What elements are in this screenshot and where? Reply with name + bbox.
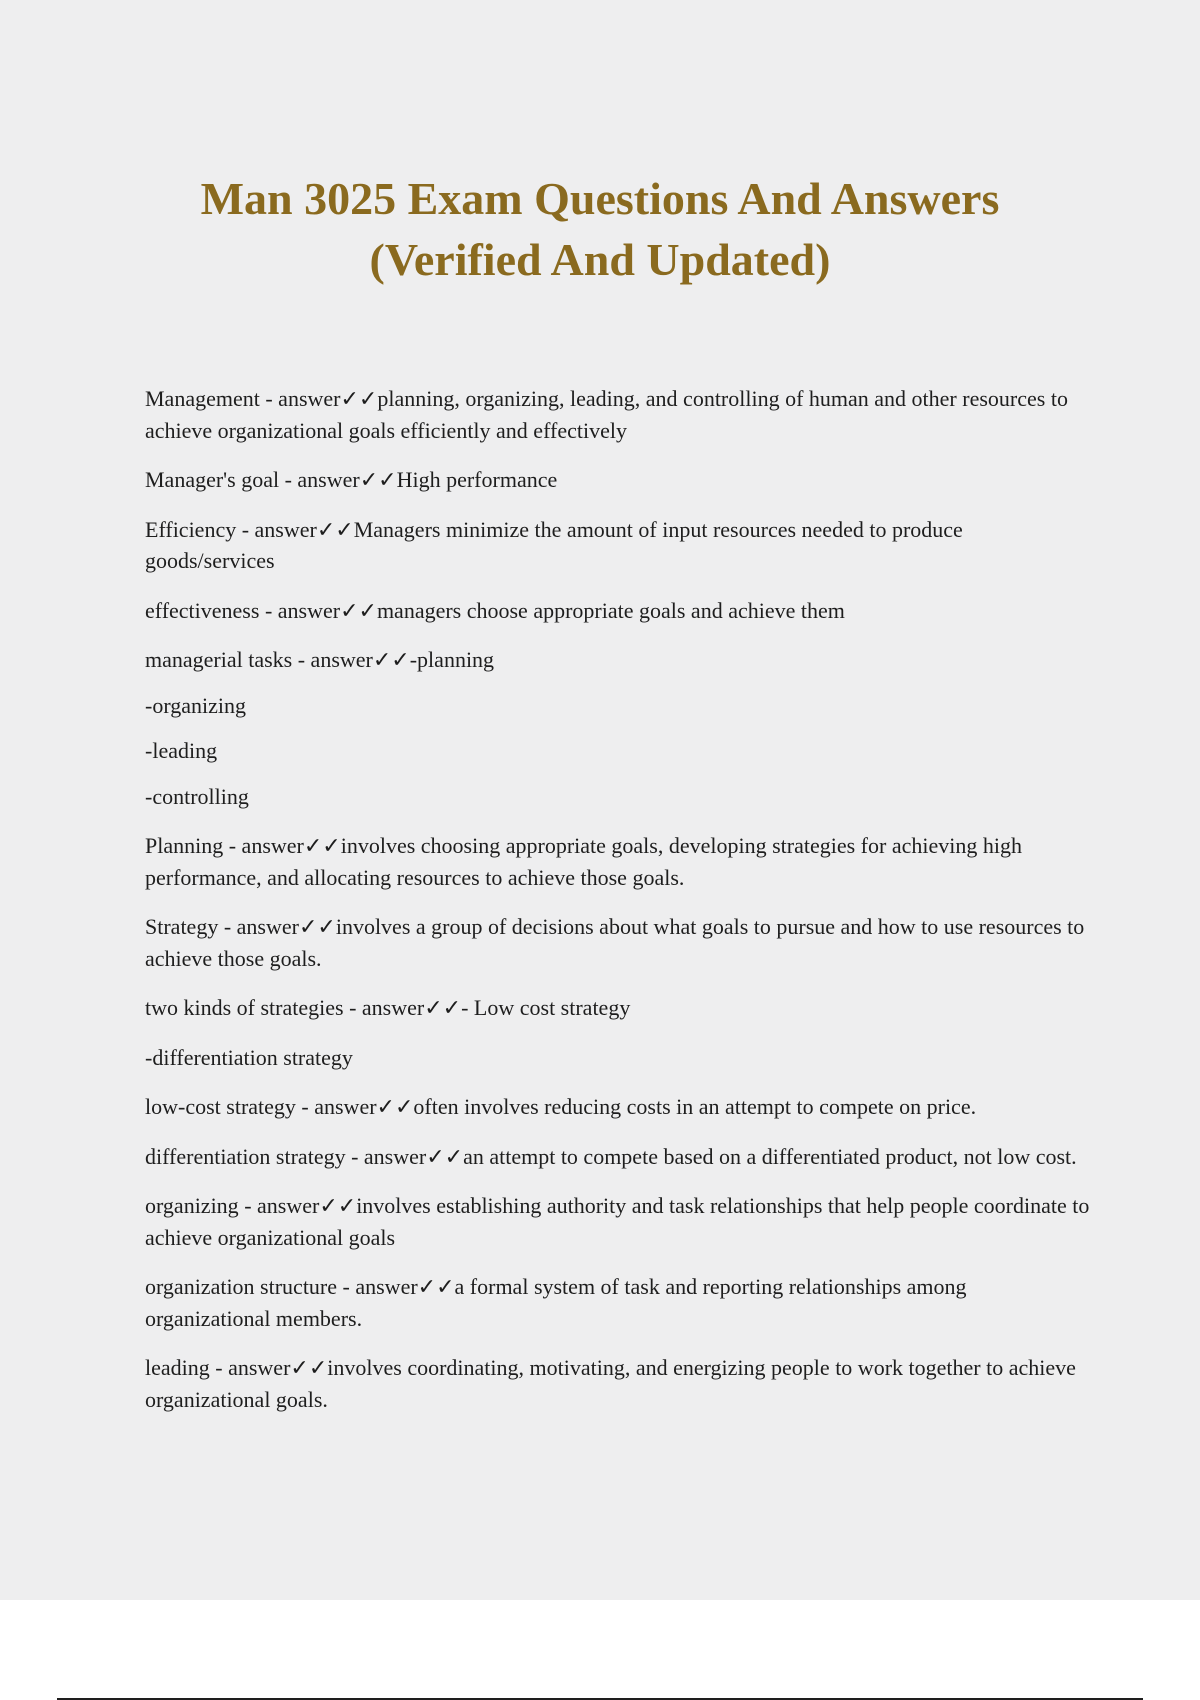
qa-entry: [145, 644, 1095, 676]
qa-definition: -planning: [409, 647, 495, 672]
qa-term: low-cost strategy: [145, 1094, 296, 1119]
page-title-line-2: (Verified And Updated): [369, 234, 831, 285]
qa-term: differentiation strategy: [145, 1143, 346, 1169]
qa-separator: - answer✓✓: [259, 597, 377, 623]
qa-separator: - answer✓✓: [337, 1274, 455, 1299]
qa-term: effectiveness: [145, 597, 260, 623]
page-footer: [0, 1600, 1200, 1700]
qa-definition: an attempt to compete based on a differentiated product, not low cost.: [463, 1143, 1077, 1169]
qa-continuation-line: -controlling: [145, 783, 249, 809]
qa-definition: managers choose appropriate goals and achieve them: [376, 597, 845, 623]
qa-entry: [145, 992, 1095, 1024]
qa-separator: - answer✓✓: [236, 516, 354, 542]
qa-entry: [145, 383, 1095, 446]
qa-entry: [145, 830, 1095, 893]
qa-definition: involves establishing authority and task relationships that help people coordinate to achieve organizational goals: [145, 1193, 1090, 1250]
qa-definition: involves coordinating, motivating, and energizing people to work together to achieve organizational goals.: [145, 1355, 1076, 1412]
qa-separator: - answer✓✓: [343, 995, 462, 1020]
qa-term: Manager's goal: [145, 467, 280, 492]
qa-term: leading: [145, 1355, 210, 1380]
page-title-line-1: Man 3025 Exam Questions And Answers: [200, 173, 1000, 224]
qa-term: Planning: [145, 833, 224, 858]
qa-definition: Managers minimize the amount of input resources needed to produce goods/services: [145, 516, 963, 573]
qa-definition: High performance: [396, 467, 558, 492]
qa-continuation-line: -differentiation strategy: [145, 1044, 353, 1070]
qa-continuation-line: -leading: [145, 738, 218, 763]
qa-separator: - answer✓✓: [209, 1355, 328, 1380]
qa-definition: involves a group of decisions about what goals to pursue and how to use resources to achieve those goals.: [145, 914, 1085, 971]
qa-separator: - answer✓✓: [259, 386, 378, 411]
page-title: [0, 168, 1200, 290]
qa-separator: - answer✓✓: [345, 1143, 464, 1169]
qa-term: organization structure: [145, 1274, 338, 1299]
qa-entry: [145, 514, 1095, 577]
qa-term: organizing: [145, 1193, 239, 1218]
qa-term: Efficiency: [145, 516, 237, 542]
qa-entry: [145, 464, 1095, 496]
qa-entry: [145, 1190, 1095, 1253]
qa-entry: [145, 1141, 1095, 1173]
qa-entry: [145, 1271, 1095, 1334]
qa-separator: - answer✓✓: [223, 833, 341, 858]
qa-definition: planning, organizing, leading, and controlling of human and other resources to achieve organizational goals efficiently and effectively: [145, 386, 1068, 443]
qa-definition: - Low cost strategy: [461, 995, 631, 1020]
qa-separator: - answer✓✓: [292, 647, 410, 672]
qa-separator: - answer✓✓: [295, 1094, 414, 1119]
qa-separator: - answer✓✓: [238, 1193, 357, 1218]
qa-term: Management: [145, 386, 260, 411]
qa-definition: involves choosing appropriate goals, developing strategies for achieving high performance, and allocating resources to achieve those goals.: [145, 833, 1022, 890]
qa-entry: [145, 1352, 1095, 1415]
qa-separator: - answer✓✓: [218, 914, 336, 939]
qa-continuation-line: -organizing: [145, 692, 247, 718]
qa-entry: [145, 911, 1095, 974]
qa-term: managerial tasks: [145, 647, 293, 672]
qa-definition: often involves reducing costs in an attempt to compete on price.: [413, 1094, 977, 1119]
qa-entry: [145, 1091, 1095, 1123]
qa-term: Strategy: [145, 914, 219, 939]
qa-definition: a formal system of task and reporting relationships among organizational members.: [145, 1274, 967, 1331]
qa-entry: [145, 595, 1095, 627]
qa-separator: - answer✓✓: [279, 467, 397, 492]
qa-term: two kinds of strategies: [145, 995, 344, 1020]
qa-list: [145, 383, 1095, 1433]
